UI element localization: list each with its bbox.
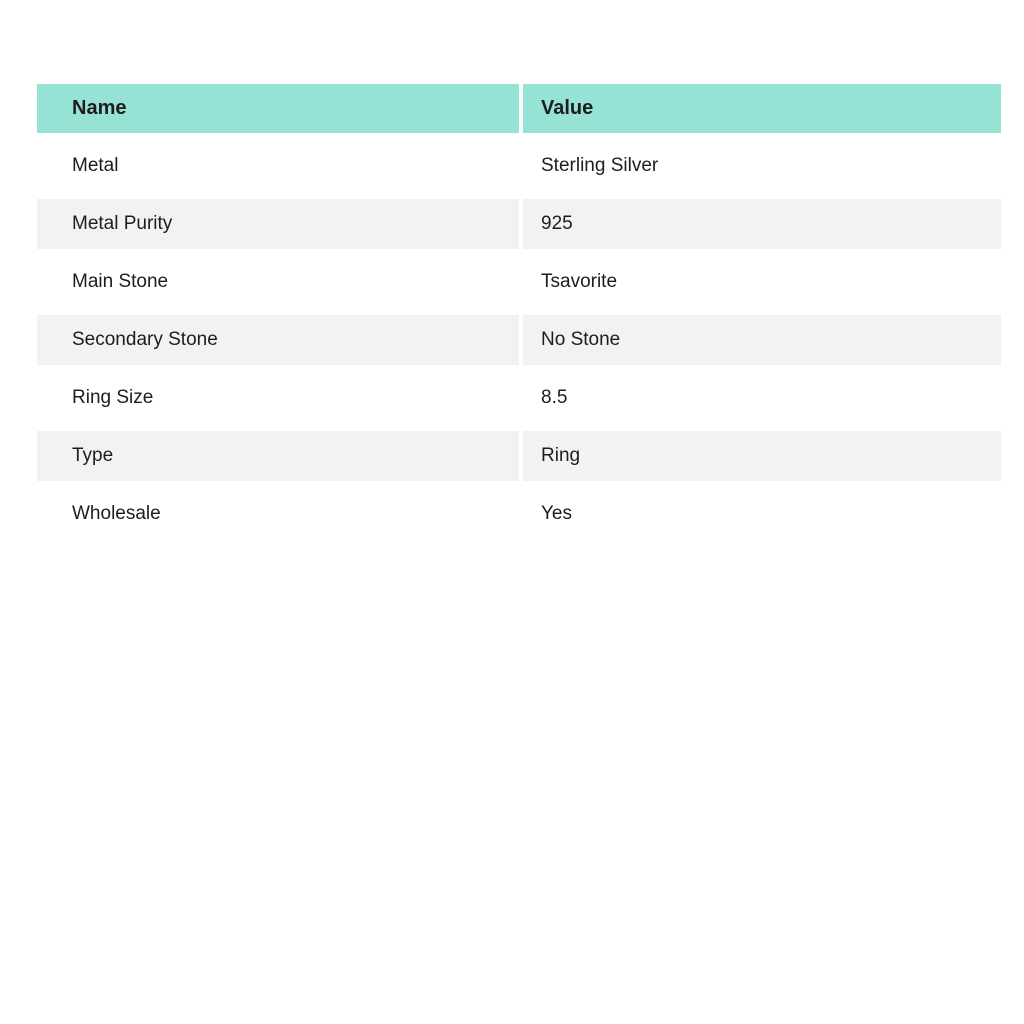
attribute-value-cell: Tsavorite bbox=[541, 271, 618, 292]
attribute-name-cell: Ring Size bbox=[37, 369, 523, 427]
attribute-value-cell: Ring bbox=[541, 445, 581, 466]
table-row bbox=[37, 369, 1001, 427]
table-row bbox=[37, 485, 1001, 543]
table-row bbox=[37, 137, 1001, 195]
attribute-name-cell: Main Stone bbox=[37, 253, 523, 311]
attribute-value-cell: 925 bbox=[541, 213, 573, 234]
table-row bbox=[37, 195, 1001, 253]
table-row bbox=[37, 253, 1001, 311]
attribute-name-cell: Secondary Stone bbox=[37, 315, 523, 365]
attribute-value-cell: Yes bbox=[541, 503, 572, 524]
table-row bbox=[37, 311, 1001, 369]
attribute-name-cell: Metal Purity bbox=[37, 199, 523, 249]
column-header-name: Name bbox=[37, 84, 523, 133]
attribute-name-cell: Type bbox=[37, 431, 523, 481]
table-row bbox=[37, 427, 1001, 485]
attribute-value-cell: No Stone bbox=[541, 329, 621, 350]
attribute-name-cell: Wholesale bbox=[37, 485, 523, 543]
attributes-table bbox=[37, 84, 1001, 543]
column-header-value: Value bbox=[541, 97, 594, 119]
attribute-value-cell: Sterling Silver bbox=[541, 155, 659, 176]
attribute-value-cell: 8.5 bbox=[541, 387, 568, 408]
attribute-name-cell: Metal bbox=[37, 137, 523, 195]
table-header-row bbox=[37, 84, 1001, 137]
